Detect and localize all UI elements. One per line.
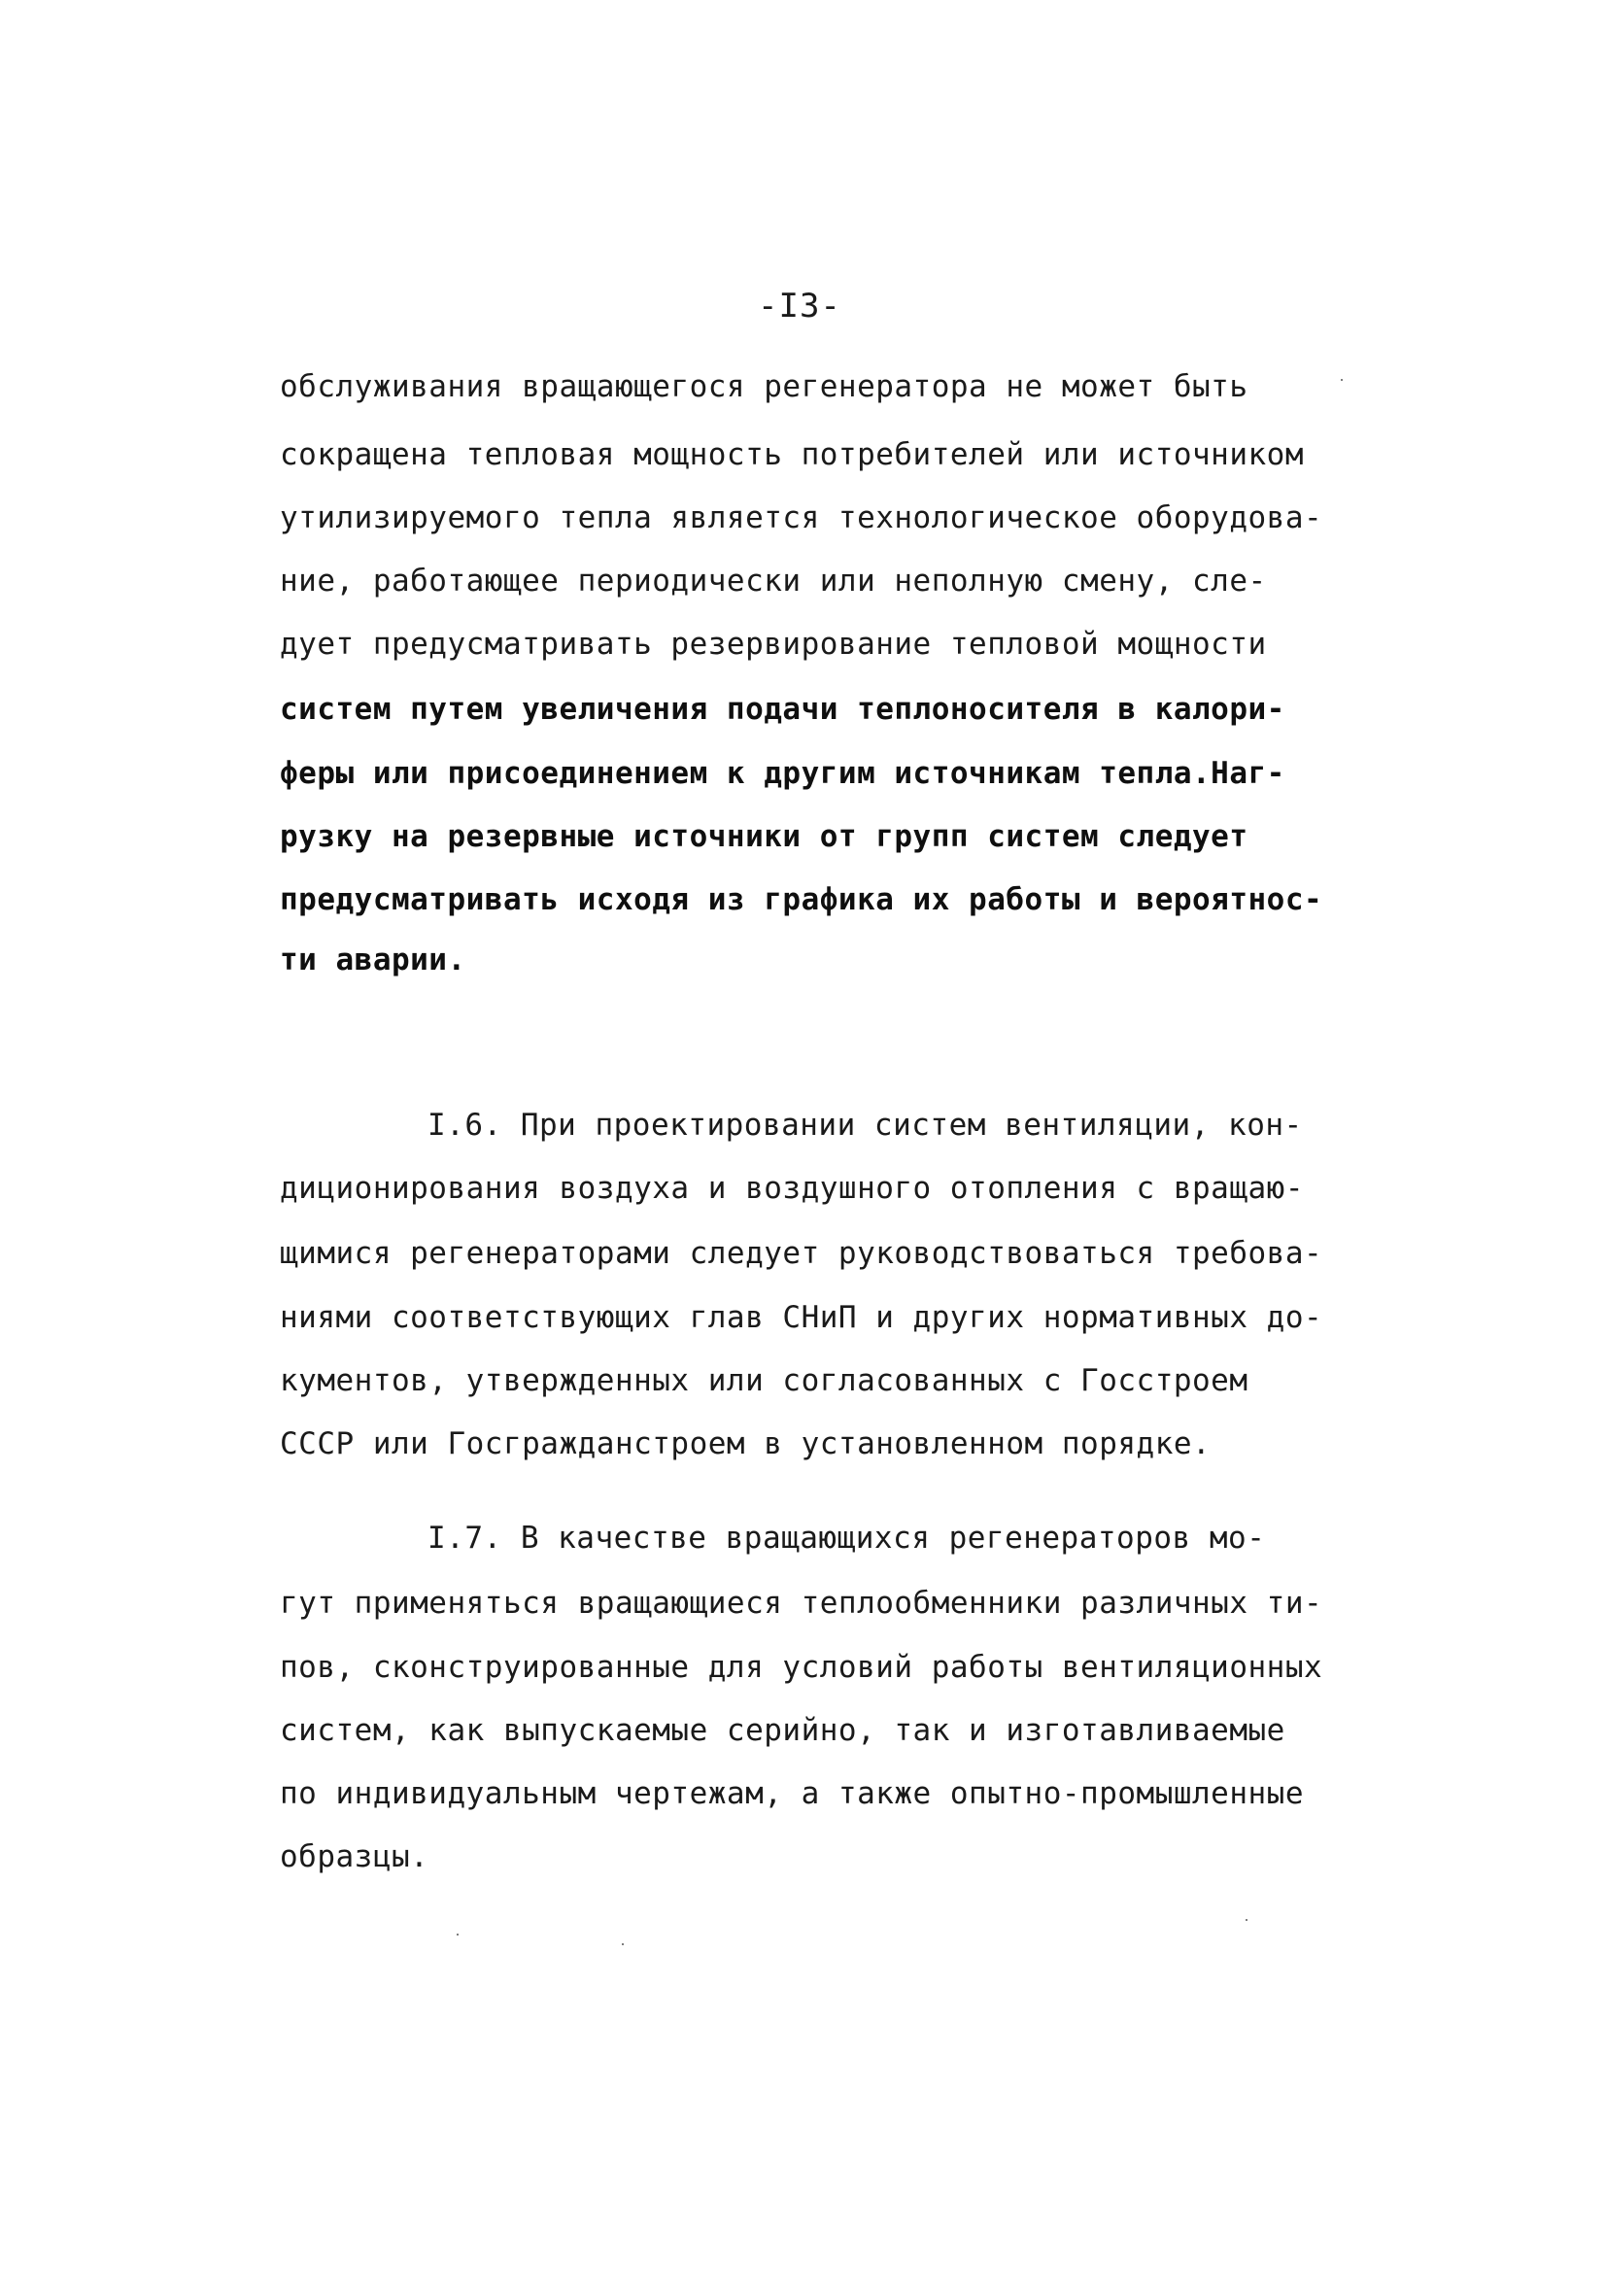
page-number: -I3- <box>758 287 841 326</box>
scan-speck <box>1246 1919 1247 1921</box>
section-1-7-line: образцы. <box>280 1839 429 1874</box>
section-1-7-line: по индивидуальным чертежам, а также опытно-промышленные <box>280 1776 1304 1811</box>
scan-speck <box>457 1934 459 1936</box>
scan-speck <box>622 1943 624 1945</box>
section-1-6-line: СССР или Госгражданстроем в установленном порядке. <box>280 1426 1212 1461</box>
section-1-6-line: ниями соответствующих глав СНиП и других нормативных до- <box>280 1300 1323 1335</box>
text-line: предусматривать исходя из графика их работы и вероятнос- <box>280 882 1323 917</box>
text-line: сокращена тепловая мощность потребителей или источником <box>280 437 1304 472</box>
text-line: обслуживания вращающегося регенератора не может быть <box>280 369 1248 404</box>
text-line: ние, работающее периодически или неполную смену, сле- <box>280 564 1267 599</box>
text-line: дует предусматривать резервирование тепловой мощности <box>280 627 1267 662</box>
section-1-7-line: I.7. В качестве вращающихся регенераторов мо- <box>427 1521 1266 1556</box>
section-1-7-line: гут применяться вращающиеся теплообменники различных ти- <box>280 1586 1323 1621</box>
text-line: феры или присоединением к другим источникам тепла.Наг- <box>280 756 1285 791</box>
text-line: ти аварии. <box>280 942 466 977</box>
section-1-7-line: пов, сконструированные для условий работы вентиляционных <box>280 1650 1323 1685</box>
section-1-6-line: щимися регенераторами следует руководствоваться требова- <box>280 1236 1323 1271</box>
section-1-6-line: диционирования воздуха и воздушного отопления с вращаю- <box>280 1171 1304 1206</box>
section-1-7-line: систем, как выпускаемые серийно, так и изготавливаемые <box>280 1713 1285 1748</box>
text-line: утилизируемого тепла является технологическое оборудова- <box>280 500 1323 535</box>
text-line: систем путем увеличения подачи теплоносителя в калори- <box>280 692 1285 727</box>
scan-speck <box>1341 379 1343 381</box>
text-line: рузку на резервные источники от групп систем следует <box>280 819 1248 854</box>
section-1-6-line: кументов, утвержденных или согласованных с Госстроем <box>280 1363 1248 1398</box>
section-1-6-line: I.6. При проектировании систем вентиляции, кон- <box>427 1108 1303 1143</box>
